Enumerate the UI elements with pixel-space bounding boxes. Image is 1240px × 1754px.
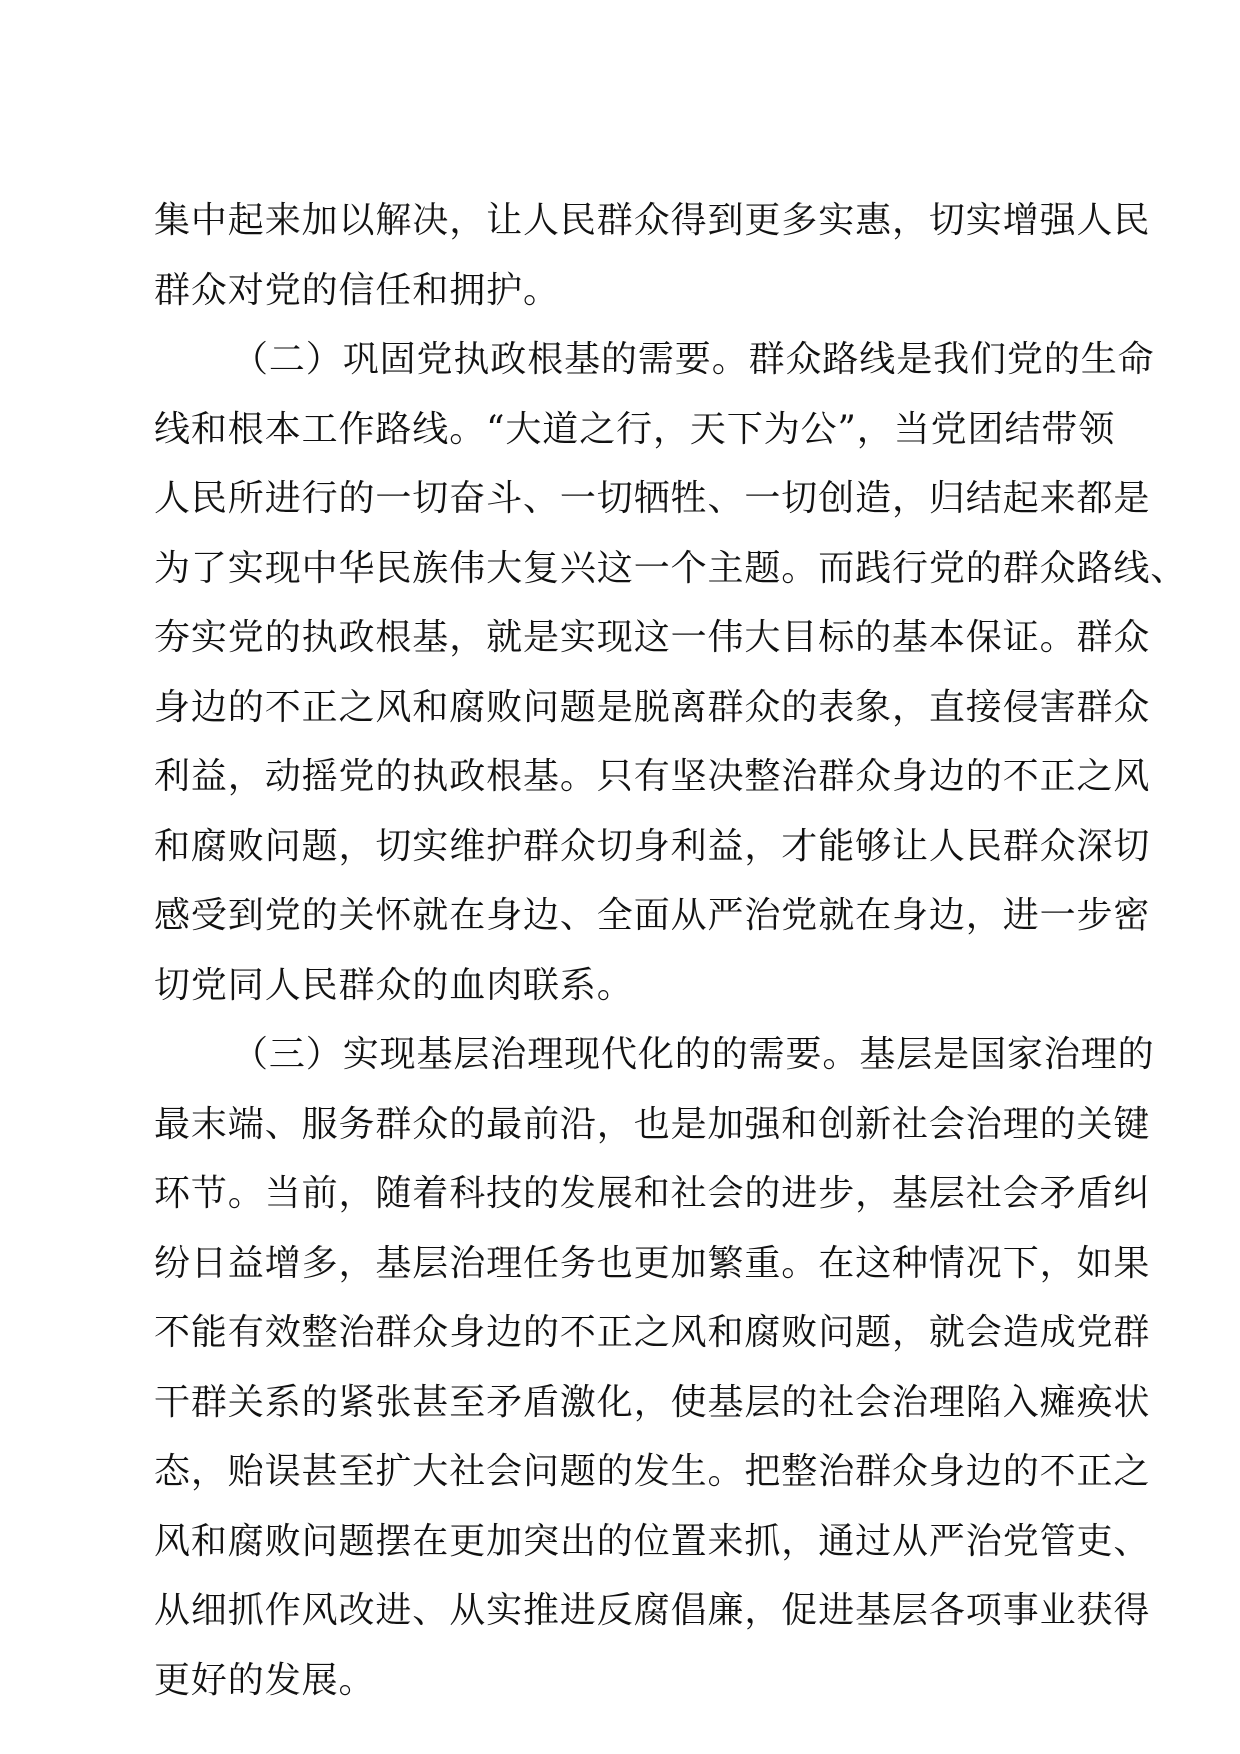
document-body bbox=[154, 186, 1188, 1715]
text-line: 身边的不正之风和腐败问题是脱离群众的表象，直接侵害群众 bbox=[154, 686, 1151, 728]
text-line: 感受到党的关怀就在身边、全面从严治党就在身边，进一步密 bbox=[154, 895, 1151, 936]
section-3-first-line-text: 基层是国家治理的 bbox=[859, 1034, 1155, 1075]
section-3-first-line bbox=[154, 1020, 1155, 1090]
text-line: 群众对党的信任和拥护。 bbox=[154, 269, 560, 311]
text-line: 人民所进行的一切奋斗、一切牺牲、一切创造，归结起来都是 bbox=[154, 478, 1151, 519]
text-line: 切党同人民群众的血肉联系。 bbox=[154, 964, 634, 1006]
text-line: 环节。当前，随着科技的发展和社会的进步，基层社会矛盾纠 bbox=[154, 1173, 1151, 1214]
text-line: 为了实现中华民族伟大复兴这一个主题。而践行党的群众路线、 bbox=[154, 547, 1188, 589]
text-line: 态，贻误甚至扩大社会问题的发生。把整治群众身边的不正之 bbox=[154, 1451, 1151, 1492]
text-line: 夯实党的执政根基，就是实现这一伟大目标的基本保证。群众 bbox=[154, 617, 1151, 658]
text-line: 从细抓作风改进、从实推进反腐倡廉，促进基层各项事业获得 bbox=[154, 1590, 1151, 1631]
text-line: 和腐败问题，切实维护群众切身利益，才能够让人民群众深切 bbox=[154, 825, 1151, 867]
section-2-first-line bbox=[154, 325, 1155, 395]
text-line: 更好的发展。 bbox=[154, 1659, 376, 1701]
text-line: 最末端、服务群众的最前沿，也是加强和创新社会治理的关键 bbox=[154, 1103, 1151, 1145]
text-line: 集中起来加以解决，让人民群众得到更多实惠，切实增强人民 bbox=[154, 200, 1151, 241]
text-line: 线和根本工作路线。“大道之行，天下为公”，当党团结带领 bbox=[154, 408, 1116, 450]
section-2-heading: （二）巩固党执政根基的需要。 bbox=[232, 339, 749, 380]
text-line: 利益，动摇党的执政根基。只有坚决整治群众身边的不正之风 bbox=[154, 756, 1151, 797]
text-line: 干群关系的紧张甚至矛盾激化，使基层的社会治理陷入瘫痪状 bbox=[154, 1381, 1151, 1423]
section-2-first-line-text: 群众路线是我们党的生命 bbox=[748, 339, 1155, 380]
text-line: 纷日益增多，基层治理任务也更加繁重。在这种情况下，如果 bbox=[154, 1242, 1151, 1284]
section-3-heading: （三）实现基层治理现代化的的需要。 bbox=[232, 1034, 860, 1075]
text-line: 风和腐败问题摆在更加突出的位置来抓，通过从严治党管吏、 bbox=[154, 1520, 1151, 1562]
text-line: 不能有效整治群众身边的不正之风和腐败问题，就会造成党群 bbox=[154, 1312, 1151, 1353]
